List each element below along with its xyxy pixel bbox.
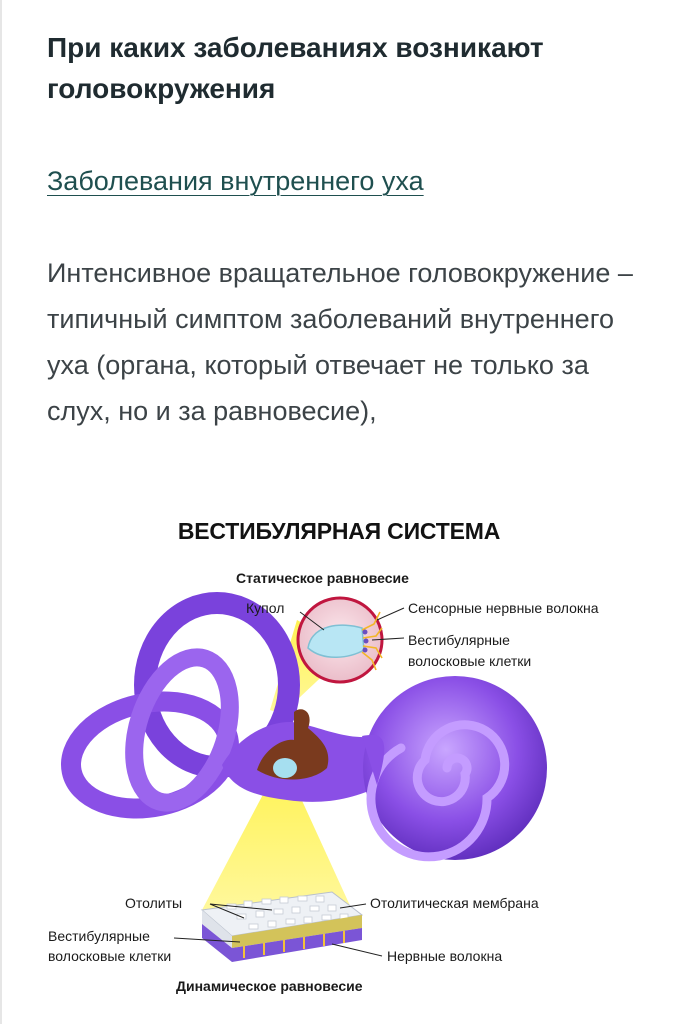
left-border <box>0 0 2 1024</box>
otoliths-label: Отолиты <box>125 895 183 911</box>
cupula-label: Купол <box>246 600 285 616</box>
hair-cells-top-label-1: Вестибулярные <box>408 632 510 648</box>
otolithic-membrane-label: Отолитическая мембрана <box>370 895 539 911</box>
hair-cells-top-label-2: волосковые клетки <box>408 653 532 669</box>
utricle-spot <box>273 758 297 778</box>
nerve-fibers-label: Нервные волокна <box>387 948 503 964</box>
figure-title: ВЕСТИБУЛЯРНАЯ СИСТЕМА <box>177 518 501 544</box>
inner-ear-diseases-link[interactable]: Заболевания внутреннего уха <box>47 166 424 196</box>
vestibular-system-illustration <box>32 500 646 1010</box>
cochlea <box>363 676 547 860</box>
hair-cells-bottom-label-2: волосковые клетки <box>48 948 172 964</box>
static-equilibrium-label: Статическое равновесие <box>236 570 409 586</box>
hair-cells-bottom-label-1: Вестибулярные <box>48 928 150 944</box>
article-heading: При каких заболеваниях возникают головокружения <box>47 32 544 104</box>
sensory-fibers-label: Сенсорные нервные волокна <box>408 600 599 616</box>
article-paragraph: Интенсивное вращательное головокружение – типичный симптом заболеваний внутреннего уха (органа, который отвечает не только за слух, но и за равновесие), <box>47 258 633 426</box>
dynamic-equilibrium-label: Динамическое равновесие <box>176 978 363 994</box>
